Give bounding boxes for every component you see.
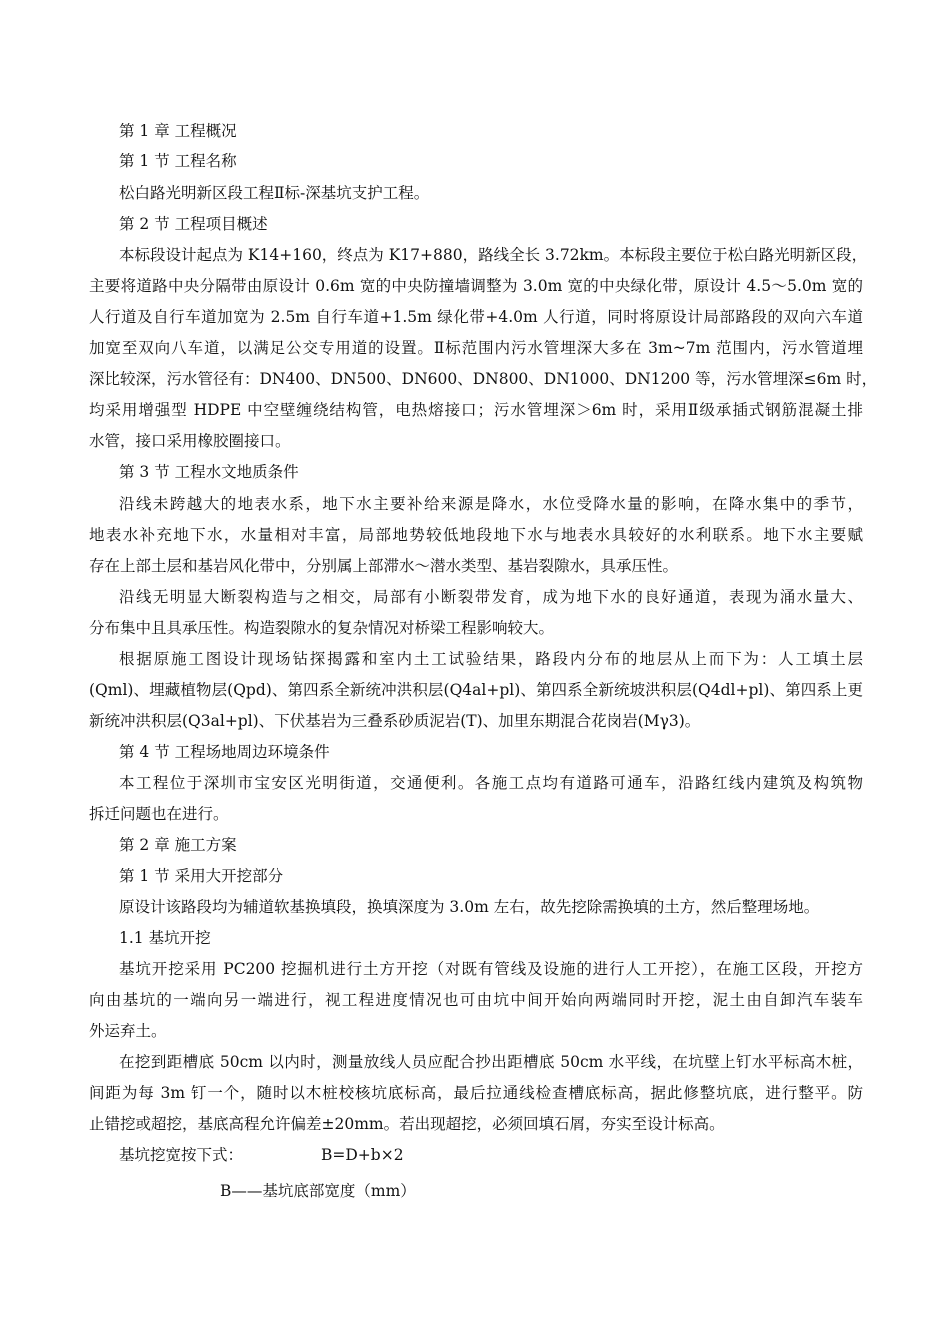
paragraph-line: 本标段设计起点为 K14+160，终点为 K17+880，路线全长 3.72km。本标段主要位于松白路光明新区段， [119,246,868,264]
formula-definition: B——基坑底部宽度（mm） [220,1182,416,1200]
paragraph-line: 分布集中且具承压性。构造裂隙水的复杂情况对桥梁工程影响较大。 [89,619,555,637]
section-1-heading: 第 1 节 采用大开挖部分 [119,867,284,885]
paragraph-line: 止错挖或超挖，基底高程允许偏差±20mm。若出现超挖，必须回填石屑，夯实至设计标高。 [89,1115,725,1133]
section-1-heading: 第 1 节 工程名称 [119,152,237,170]
paragraph-line: 水管，接口采用橡胶圈接口。 [89,432,291,450]
paragraph-line: 人行道及自行车道加宽为 2.5m 自行车道+1.5m 绿化带+4.0m 人行道，同时将原设计局部路段的双向六车道 [89,308,863,326]
paragraph-line: 外运弃土。 [89,1022,167,1040]
chapter-2-heading: 第 2 章 施工方案 [119,836,237,854]
paragraph-line: 拆迁问题也在进行。 [89,805,229,823]
paragraph-line: 向由基坑的一端向另一端进行，视工程进度情况也可由坑中间开始向两端同时开挖，泥土由自卸汽车装车 [89,991,863,1009]
paragraph-line: 沿线无明显大断裂构造与之相交，局部有小断裂带发育，成为地下水的良好通道，表现为涌水量大、 [119,588,863,606]
paragraph-line: 存在上部土层和基岩风化带中，分别属上部滞水～潜水类型、基岩裂隙水，具承压性。 [89,557,679,575]
formula: B=D+b×2 [321,1146,404,1164]
paragraph-line: 基坑开挖采用 PC200 挖掘机进行土方开挖（对既有管线及设施的进行人工开挖），在施工区段，开挖方 [119,960,863,978]
paragraph-line: (Qml)、埋藏植物层(Qpd)、第四系全新统冲洪积层(Q4al+pl)、第四系全新统坡洪积层(Q4dl+pl)、第四系上更 [89,681,863,699]
section-3-heading: 第 3 节 工程水文地质条件 [119,463,299,481]
paragraph-line: 均采用增强型 HDPE 中空壁缠绕结构管，电热熔接口；污水管埋深＞6m 时，采用Ⅱ级承插式钢筋混凝土排 [89,401,863,419]
chapter-1-heading: 第 1 章 工程概况 [119,122,237,140]
paragraph-line: 原设计该路段均为辅道软基换填段，换填深度为 3.0m 左右，故先挖除需换填的土方，然后整理场地。 [119,898,820,916]
formula-intro: 基坑挖宽按下式： [119,1146,244,1164]
paragraph-line: 加宽至双向八车道，以满足公交专用道的设置。Ⅱ标范围内污水管埋深大多在 3m~7m 范围内，污水管道埋 [89,339,863,357]
paragraph-line: 深比较深，污水管径有：DN400、DN500、DN600、DN800、DN1000、DN1200 等，污水管埋深≤6m 时， [89,370,878,388]
paragraph-line: 间距为每 3m 钉一个，随时以木桩校核坑底标高，最后拉通线检查槽底标高，据此修整坑底，进行整平。防 [89,1084,863,1102]
paragraph-line: 松白路光明新区段工程Ⅱ标-深基坑支护工程。 [119,184,430,202]
paragraph-line: 根据原施工图设计现场钻探揭露和室内土工试验结果，路段内分布的地层从上而下为：人工填土层 [119,650,863,668]
paragraph-line: 沿线未跨越大的地表水系，地下水主要补给来源是降水，水位受降水量的影响，在降水集中的季节， [119,495,863,513]
section-4-heading: 第 4 节 工程场地周边环境条件 [119,743,330,761]
section-2-heading: 第 2 节 工程项目概述 [119,215,268,233]
subsection-heading: 1.1 基坑开挖 [119,929,211,947]
paragraph-line: 新统冲洪积层(Q3al+pl)、下伏基岩为三叠系砂质泥岩(T)、加里东期混合花岗岩(Mγ3)。 [89,712,701,730]
paragraph-line: 本工程位于深圳市宝安区光明街道，交通便利。各施工点均有道路可通车，沿路红线内建筑及构筑物 [119,774,863,792]
paragraph-line: 地表水补充地下水，水量相对丰富，局部地势较低地段地下水与地表水具较好的水利联系。地下水主要赋 [89,526,863,544]
paragraph-line: 主要将道路中央分隔带由原设计 0.6m 宽的中央防撞墙调整为 3.0m 宽的中央绿化带，原设计 4.5～5.0m 宽的 [89,277,863,295]
paragraph-line: 在挖到距槽底 50cm 以内时，测量放线人员应配合抄出距槽底 50cm 水平线，在坑壁上钉水平标高木桩， [119,1053,863,1071]
